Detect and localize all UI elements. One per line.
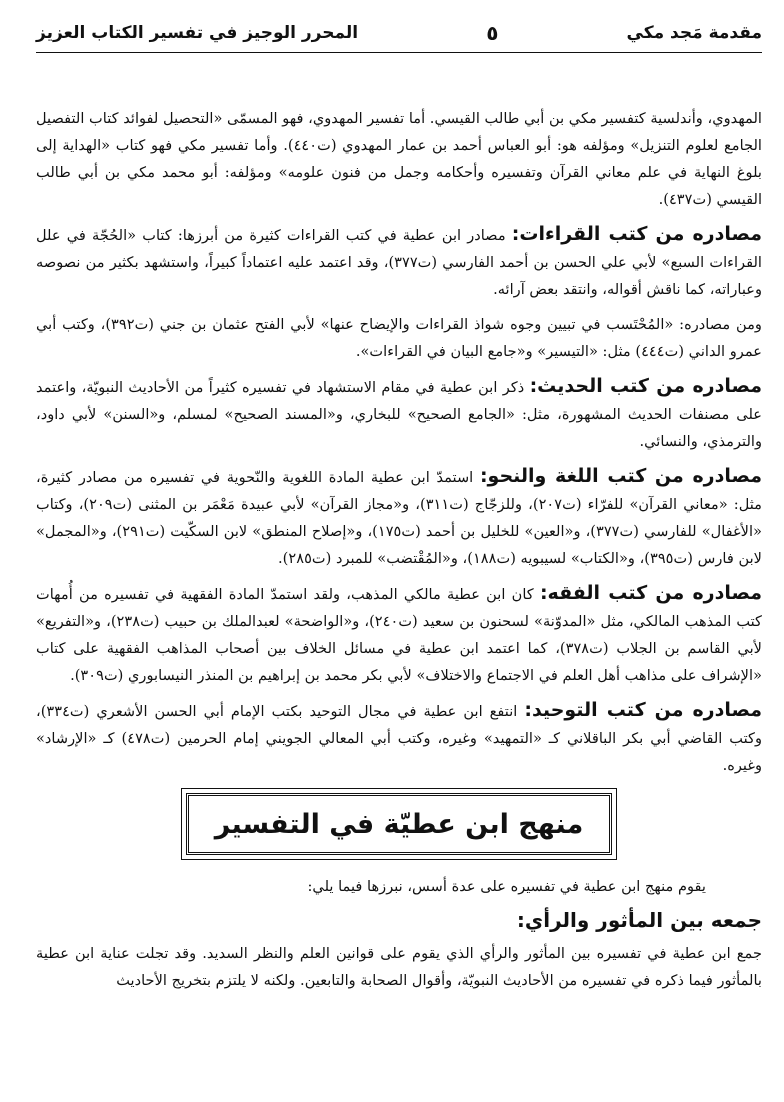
header-book-title: المحرر الوجيز في تفسير الكتاب العزيز — [36, 23, 359, 43]
paragraph-hadith — [36, 373, 762, 455]
final-paragraph: جمع ابن عطية في تفسيره بين المأثور والرأي الذي يقوم على قوانين العلم والنظر السديد. وقد تجلت عناية ابن عطية بالمأثور فيما ذكره في تفسيره من الأحاديث النبويّة، وأقوال الصحابة والتابعين. ولكنه لا يلتزم بتخريج الأحاديث — [36, 945, 762, 989]
paragraph-qiraat — [36, 221, 762, 303]
section-title: مصادره من كتب الفقه: — [539, 582, 762, 604]
page-body — [36, 53, 762, 994]
paragraph-text: المهدوي، وأندلسية كتفسير مكي بن أبي طالب القيسي. أما تفسير المهدوي، فهو المسمّى «التحصيل لفوائد كتاب التفصيل الجامع لعلوم التنزيل» ومؤلفه هو: أبو العباس أحمد بن عمار المهدوي (ت٤٤٠). وأما تفسير مكي فهو كتاب «الهداية إلى بلوغ النهاية في علم معاني القرآن وتفسيره وأحكامه وجمل من فنون علومه» ومؤلفه: أبو محمد مكي بن أبي طالب القيسي (ت٤٣٧). — [36, 110, 762, 208]
paragraph-qiraat-more — [36, 311, 762, 365]
document-page — [36, 14, 762, 1102]
paragraph-intro — [36, 105, 762, 213]
paragraph-text: ذكر ابن عطية في مقام الاستشهاد في تفسيره كثيراً من الأحاديث النبويّة، واعتمد على مصنفات الحديث المشهورة، مثل: «الجامع الصحيح» للبخاري، و«المسند الصحيح» لمسلم، و«السنن» لأبي داود، والترمذي، والنسائي. — [36, 379, 762, 450]
subheading: جمعه بين المأثور والرأي: — [516, 908, 762, 932]
paragraph-text: مصادر ابن عطية في كتب القراءات كثيرة من أبرزها: كتاب «الحُجّة في علل القراءات السبع» لأبي علي الحسن بن أحمد الفارسي (ت٣٧٧)، وقد اعتمد عليه اعتماداً كبيراً، واستشهد بكثير من نصوصه وعباراته، كما ناقش أقواله، وانتقد بعض آرائه. — [36, 227, 762, 298]
paragraph-fiqh — [36, 580, 762, 689]
paragraph-text: استمدّ ابن عطية المادة اللغوية والنّحوية في تفسيره من مصادر كثيرة، مثل: «معاني القرآن» للفرّاء (ت٢٠٧)، وللزجّاج (ت٣١١)، و«مجاز القرآن» لأبي عبيدة مَعْمَر بن المثنى (ت٢٠٩)، وكتاب «الأغفال» للفارسي (ت٣٧٧)، و«العين» للخليل بن أحمد (ت١٧٥)، و«إصلاح المنطق» لابن السكّيت (ت٢٩١)، و«المجمل» لابن فارس (ت٣٩٥)، و«الكتاب» لسيبويه (ت١٨٨)، و«المُقْتضب» للمبرد (ت٢٨٥). — [36, 469, 762, 567]
page-number: ٥ — [486, 21, 499, 45]
method-intro: يقوم منهج ابن عطية في تفسيره على عدة أسس، نبرزها فيما يلي: — [307, 878, 706, 895]
paragraph-text: كان ابن عطية مالكي المذهب، ولقد استمدّ المادة الفقهية في تفسيره من أُمهات كتب المذهب المالكي، مثل «المدوّنة» لسحنون بن سعيد (ت٢٤٠)، و«الواضحة» لعبدالملك بن حبيب (ت٢٣٨)، و«التفريع» لأبي القاسم بن الجلاب (ت٣٧٨)، كما اعتمد ابن عطية في مسائل الخلاف بين أصحاب المذاهب الفقهية على كتاب «الإشراف على مذاهب أهل العلم في الاجتماع والاختلاف» لأبي بكر محمد بن إبراهيم بن المنذر النيسابوري (ت٣٠٩). — [36, 586, 763, 684]
paragraph-lugha — [36, 463, 762, 572]
paragraph-text: انتفع ابن عطية في مجال التوحيد بكتب الإمام أبي الحسن الأشعري (ت٣٣٤)، وكتب القاضي أبي بكر الباقلاني كـ «التمهيد» وغيره، وكتب أبي المعالي الجويني إمام الحرمين (ت٤٧٨) كـ «الإرشاد» وغيره. — [36, 703, 762, 774]
section-title: مصادره من كتب الحديث: — [529, 375, 762, 397]
paragraph-text: ومن مصادره: «المُحْتَسب في تبيين وجوه شواذ القراءات والإيضاح عنها» لأبي الفتح عثمان بن جني (ت٣٩٢)، وكتب أبي عمرو الداني (ت٤٤٤) مثل: «التيسير» و«جامع البيان في القراءات». — [36, 316, 762, 360]
section-title: مصادره من كتب القراءات: — [511, 223, 762, 245]
boxed-chapter-heading: منهج ابن عطيّة في التفسير — [186, 793, 612, 855]
header-section: مقدمة مَجد مكي — [626, 23, 762, 43]
section-title: مصادره من كتب التوحيد: — [524, 699, 762, 721]
paragraph-tawhid — [36, 697, 762, 779]
running-header — [36, 14, 762, 53]
section-title: مصادره من كتب اللغة والنحو: — [479, 465, 762, 487]
